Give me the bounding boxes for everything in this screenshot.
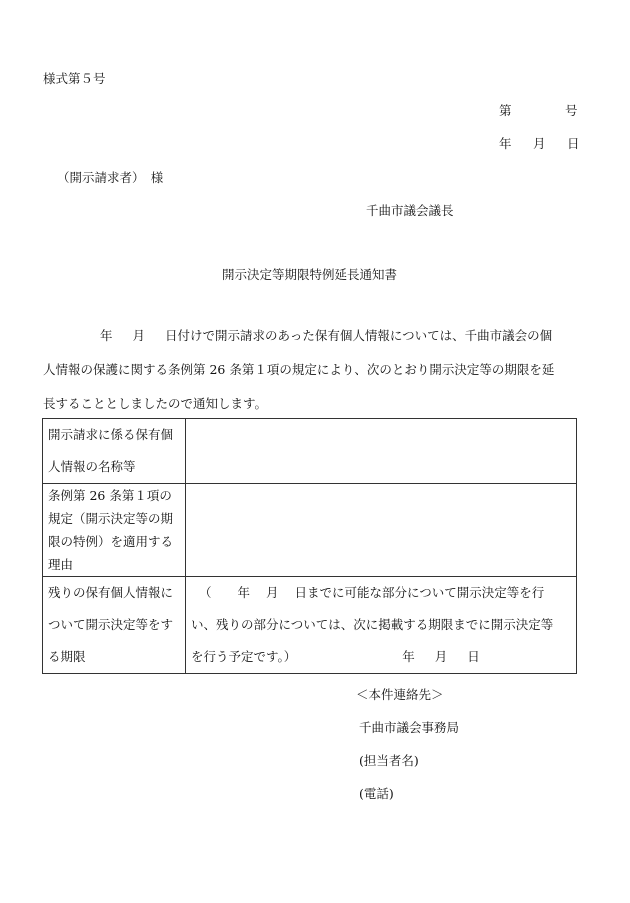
scheduled-month: 月: [434, 649, 448, 664]
notice-table: [42, 418, 577, 674]
contact-person: (担当者名): [359, 753, 419, 768]
table-row-deadline: [43, 577, 577, 674]
document-title: 開示決定等期限特例延長通知書: [222, 267, 398, 282]
deadline-year: 年: [237, 585, 251, 600]
body-paragraph: [43, 328, 583, 430]
body-month: 月: [132, 328, 146, 343]
scheduled-day: 日: [467, 649, 480, 664]
date-year: 年: [499, 136, 512, 151]
date-month: 月: [533, 136, 546, 151]
form-number: 様式第５号: [43, 71, 106, 86]
ref-go: 号: [565, 103, 578, 118]
value-reason: [186, 484, 577, 577]
label-target-info: 開示請求に係る保有個 人情報の名称等: [43, 419, 186, 484]
scheduled-year: 年: [402, 649, 415, 664]
body-year: 年: [100, 328, 113, 343]
sender: 千曲市議会議長: [366, 203, 454, 218]
body-line-1-text: 日付けで開示請求のあった保有個人情報については、千曲市議会の個: [165, 328, 553, 343]
value-deadline: （ 年 月 日までに可能な部分について開示決定等を行 い、残りの部分については、次に掲載する期限までに開示決定等 を行う予定です。） 年 月 日: [186, 577, 577, 674]
contact-heading: ＜本件連絡先＞: [356, 687, 444, 702]
addressee: （開示請求者） 様: [57, 170, 164, 185]
body-line-2: 人情報の保護に関する条例第 26 条第１項の規定により、次のとおり開示決定等の期限を延: [43, 362, 555, 377]
table-row-reason: [43, 484, 577, 577]
date-day: 日: [567, 136, 580, 151]
value-target-info: [186, 419, 577, 484]
label-deadline: 残りの保有個人情報に ついて開示決定等をす る期限: [43, 577, 186, 674]
contact-phone: (電話): [359, 786, 394, 801]
ref-dai: 第: [499, 103, 512, 118]
body-line-1: [43, 328, 583, 344]
deadline-month: 月: [266, 585, 279, 600]
body-line-3: 長することとしましたので通知します。: [43, 396, 268, 411]
label-reason: 条例第 26 条第１項の 規定（開示決定等の期 限の特例）を適用する 理由: [43, 484, 186, 577]
contact-office: 千曲市議会事務局: [359, 720, 460, 735]
table-row-target-info: [43, 419, 577, 484]
